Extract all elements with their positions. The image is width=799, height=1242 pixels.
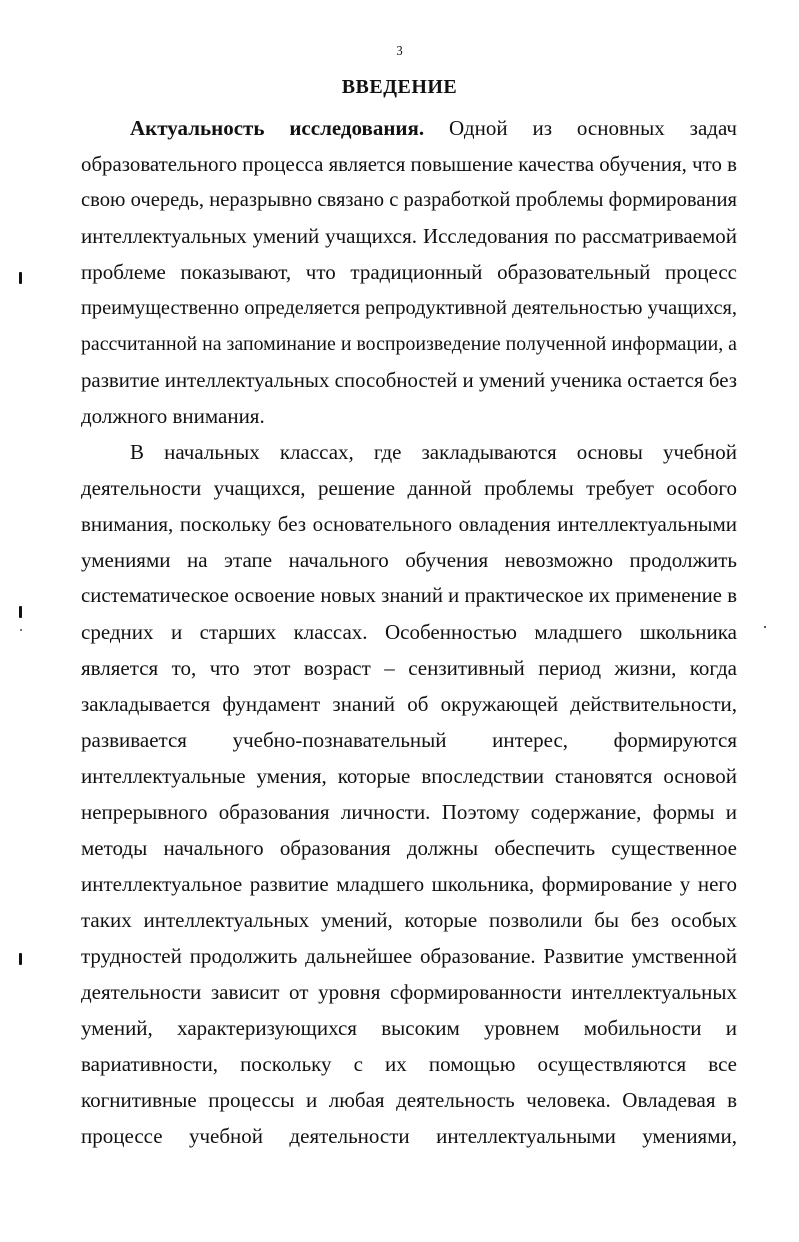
section-heading: ВВЕДЕНИЕ (341, 76, 458, 98)
text-line: интеллектуальные умения, которые впоследствии становятся основой (81, 764, 737, 788)
text-line: Актуальность исследования. Одной из основных задач (130, 116, 737, 140)
text-line: внимания, поскольку без основательного овладения интеллектуальными (81, 512, 737, 536)
text-line: должного внимания. (81, 404, 265, 428)
text-line: развитие интеллектуальных способностей и умений ученика остается без (81, 368, 737, 392)
text-line: деятельности учащихся, решение данной проблемы требует особого (81, 476, 737, 500)
text-line: систематическое освоение новых знаний и практическое их применение в (81, 585, 737, 607)
text-line: В начальных классах, где закладываются основы учебной (130, 440, 737, 464)
text-line: средних и старших классах. Особенностью младшего школьника (81, 620, 737, 644)
text-line: является то, что этот возраст – сензитивный период жизни, когда (81, 656, 737, 680)
scan-speck (20, 629, 22, 631)
text-line: умений, характеризующихся высоким уровнем мобильности и (81, 1016, 737, 1040)
text-line: рассчитанной на запоминание и воспроизведение полученной информации, а (81, 333, 737, 355)
text-line: трудностей продолжить дальнейшее образование. Развитие умственной (81, 944, 737, 968)
text-line: процессе учебной деятельности интеллектуальными умениями, (81, 1124, 737, 1148)
text-line: свою очередь, неразрывно связано с разработкой проблемы формирования (81, 189, 737, 211)
text-line: непрерывного образования личности. Поэтому содержание, формы и (81, 800, 737, 824)
text-line: вариативности, поскольку с их помощью осуществляются все (81, 1052, 737, 1076)
text-line: преимущественно определяется репродуктивной деятельностью учащихся, (81, 297, 737, 319)
body-text (81, 110, 737, 1154)
text-line: образовательного процесса является повышение качества обучения, что в (81, 152, 737, 176)
text-line: интеллектуальное развитие младшего школьника, формирование у него (81, 872, 737, 896)
text-line: закладывается фундамент знаний об окружающей действительности, (81, 692, 737, 716)
text-line: развивается учебно-познавательный интерес, формируются (81, 728, 737, 752)
text-line: когнитивные процессы и любая деятельность человека. Овладевая в (81, 1088, 737, 1112)
scan-mark (19, 606, 22, 618)
text-line: таких интеллектуальных умений, которые позволили бы без особых (81, 908, 737, 932)
scan-mark (19, 272, 22, 284)
text-line: деятельности зависит от уровня сформированности интеллектуальных (81, 980, 737, 1004)
text-line: умениями на этапе начального обучения невозможно продолжить (81, 548, 737, 572)
text-line: интеллектуальных умений учащихся. Исследования по рассматриваемой (81, 224, 737, 248)
lead-bold-text: Актуальность исследования. (130, 116, 425, 140)
scan-mark (19, 953, 22, 965)
text-line: методы начального образования должны обеспечить существенное (81, 836, 737, 860)
scan-speck (764, 626, 766, 628)
page-number: 3 (396, 44, 403, 59)
text-line: проблеме показывают, что традиционный образовательный процесс (81, 260, 737, 284)
